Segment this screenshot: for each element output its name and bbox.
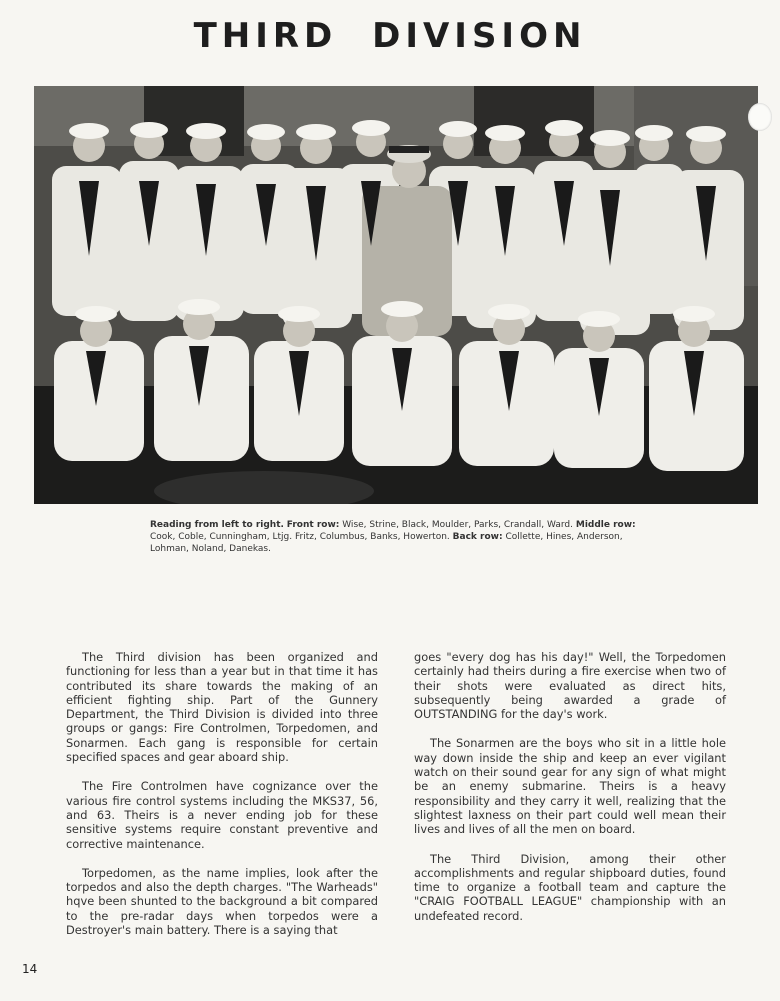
body-column-left bbox=[66, 650, 378, 952]
body-column-right bbox=[414, 650, 726, 938]
caption-back-names: Collette, Hines, Anderson, Lohman, Noland, Danekas. bbox=[150, 532, 623, 554]
paragraph-intro: The Third division has been organized and functioning for less than a year but in that time it has contributed its share towards the making of an efficient fighting ship. Part of the Gunnery Department, the Third Division is divided into three groups or gangs: Fire Controlmen, Torpedomen, and Sonarmen. Each gang is responsible for certain specified spaces and gear aboard ship. bbox=[66, 650, 378, 765]
caption-intro: Reading from left to right. bbox=[150, 520, 284, 530]
paragraph-torpedomen: Torpedomen, as the name implies, look after the torpedos and also the depth charges. "The Warheads" hqve been shunted to the background a bit compared to the pre-radar days when torpedos were a Destroyer's main battery. There is a saying that bbox=[66, 865, 378, 938]
caption-middle-names: Cook, Coble, Cunningham, Ltjg. Fritz, Columbus, Banks, Howerton. bbox=[150, 532, 450, 542]
paragraph-torpedomen-continued: goes "every dog has his day!" Well, the Torpedomen certainly had theirs during a fire exercise when two of their shots were evaluated as direct hits, subsequently being awarded a grade of OUTSTANDING for the day's work. bbox=[414, 650, 726, 722]
caption-front-names: Wise, Strine, Black, Moulder, Parks, Crandall, Ward. bbox=[339, 520, 573, 530]
photo-caption bbox=[150, 519, 640, 555]
paragraph-football: The Third Division, among their other accomplishments and regular shipboard duties, found time to organize a football team and capture the "CRAIG FOOTBALL LEAGUE" championship with an undefeated record. bbox=[414, 851, 726, 923]
page-title: THIRD DIVISION bbox=[193, 16, 587, 56]
group-photo bbox=[34, 86, 758, 504]
caption-front-label: Front row: bbox=[286, 520, 340, 530]
binder-hole bbox=[748, 103, 772, 131]
caption-middle-label: Middle row: bbox=[575, 520, 636, 530]
group-photo-illustration bbox=[34, 86, 758, 504]
paragraph-fire-controlmen: The Fire Controlmen have cognizance over the various fire control systems including the MKS37, 56, and 63. Theirs is a never ending job for these sensitive systems require constant preventive and corrective maintenance. bbox=[66, 779, 378, 851]
paragraph-sonarmen: The Sonarmen are the boys who sit in a little hole way down inside the ship and keep an ever vigilant watch on their sound gear for any sign of what might be an enemy submarine. Theirs is a heavy responsibility and they carry it well, realizing that the slightest laxness on their part could well mean their lives and lives of all the men on board. bbox=[414, 736, 726, 837]
page-number: 14 bbox=[22, 962, 38, 976]
caption-back-label: Back row: bbox=[452, 532, 503, 542]
